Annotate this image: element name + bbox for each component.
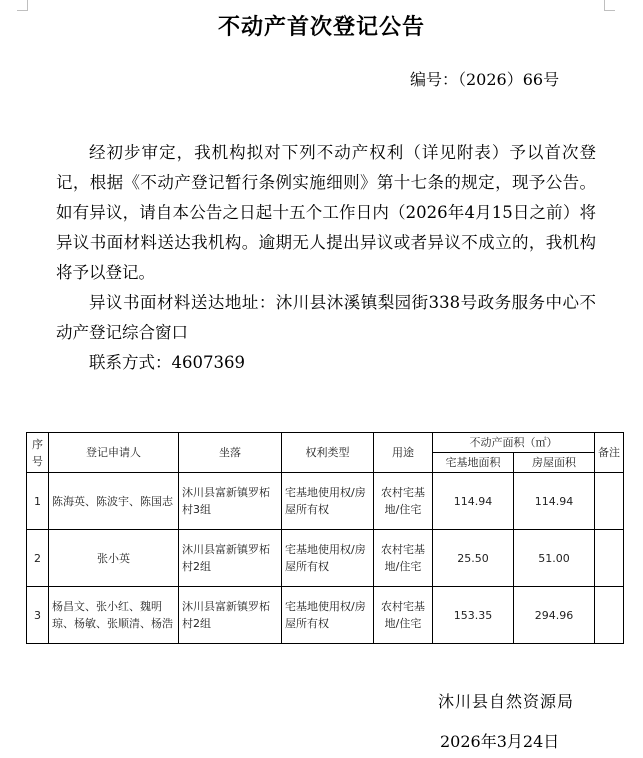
header-location: 坐落 [179, 433, 282, 473]
cell-house-area: 114.94 [514, 473, 595, 530]
header-seq: 序号 [27, 433, 49, 473]
cell-right-type: 宅基地使用权/房屋所有权 [282, 587, 374, 644]
cell-remark [595, 587, 624, 644]
cell-usage: 农村宅基地/住宅 [374, 587, 433, 644]
header-applicant: 登记申请人 [49, 433, 179, 473]
cell-applicant: 杨昌文、张小红、魏明琼、杨敏、张顺清、杨浩 [49, 587, 179, 644]
cell-usage: 农村宅基地/住宅 [374, 530, 433, 587]
header-land-area: 宅基地面积 [433, 453, 514, 473]
objection-address: 异议书面材料送达地址：沐川县沐溪镇梨园街338号政务服务中心不动产登记综合窗口 [56, 293, 596, 342]
announcement-body [56, 138, 596, 378]
property-table [26, 432, 624, 644]
table-row [27, 473, 624, 530]
header-right-type: 权利类型 [282, 433, 374, 473]
page-title: 不动产首次登记公告 [217, 15, 425, 40]
cell-land-area: 114.94 [433, 473, 514, 530]
cell-remark [595, 473, 624, 530]
cell-house-area: 51.00 [514, 530, 595, 587]
table-row [27, 587, 624, 644]
cell-location: 沐川县富新镇罗柘村2组 [179, 530, 282, 587]
header-remark: 备注 [595, 433, 624, 473]
header-area-group: 不动产面积（㎡） [433, 433, 595, 453]
cell-applicant: 陈海英、陈波宇、陈国志 [49, 473, 179, 530]
cell-land-area: 153.35 [433, 587, 514, 644]
header-house-area: 房屋面积 [514, 453, 595, 473]
cell-seq: 3 [27, 587, 49, 644]
contact-info: 联系方式：4607369 [89, 353, 245, 372]
cell-right-type: 宅基地使用权/房屋所有权 [282, 530, 374, 587]
announcement-paragraph-main: 经初步审定，我机构拟对下列不动产权利（详见附表）予以首次登记，根据《不动产登记暂行条例实施细则》第十七条的规定，现予公告。如有异议，请自本公告之日起十五个工作日内（2026年4月15日之前）将异议书面材料送达我机构。逾期无人提出异议或者异议不成立的，我机构将予以登记。 [56, 143, 596, 282]
cell-land-area: 25.50 [433, 530, 514, 587]
cell-right-type: 宅基地使用权/房屋所有权 [282, 473, 374, 530]
cell-seq: 1 [27, 473, 49, 530]
cell-remark [595, 530, 624, 587]
cell-location: 沐川县富新镇罗柘村3组 [179, 473, 282, 530]
cell-location: 沐川县富新镇罗柘村2组 [179, 587, 282, 644]
issuing-authority: 沐川县自然资源局 [438, 692, 575, 711]
header-usage: 用途 [374, 433, 433, 473]
table-row [27, 530, 624, 587]
document-number: 编号：（2026）66号 [410, 70, 560, 89]
issue-date: 2026年3月24日 [440, 732, 560, 751]
cell-applicant: 张小英 [49, 530, 179, 587]
cell-house-area: 294.96 [514, 587, 595, 644]
cell-seq: 2 [27, 530, 49, 587]
cell-usage: 农村宅基地/住宅 [374, 473, 433, 530]
